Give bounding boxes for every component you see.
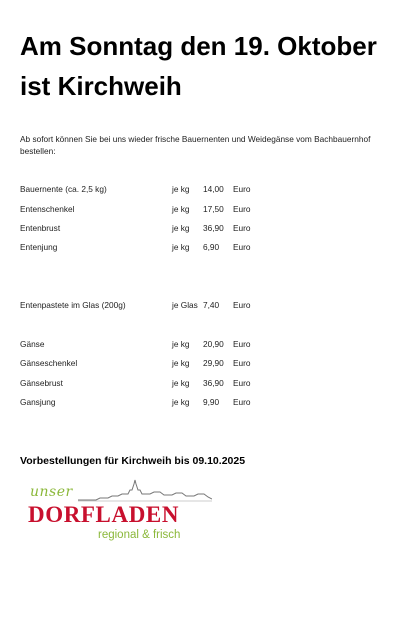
item-currency: Euro <box>233 223 251 233</box>
logo-dorfladen-text: DORFLADEN <box>28 502 180 527</box>
item-unit: je kg <box>172 397 190 407</box>
preorder-note: Vorbestellungen für Kirchweih bis 09.10.2025 <box>20 455 246 467</box>
item-currency: Euro <box>233 397 251 407</box>
title-line-1: Am Sonntag den 19. Oktober <box>20 31 377 61</box>
item-price: 14,00 <box>203 184 224 194</box>
item-unit: je kg <box>172 339 190 349</box>
price-row <box>20 183 280 195</box>
item-price: 20,90 <box>203 339 224 349</box>
price-row <box>20 338 280 350</box>
item-price: 9,90 <box>203 397 220 407</box>
dorfladen-logo <box>26 478 216 550</box>
intro-text: Ab sofort können Sie bei uns wieder frische Bauernenten und Weidegänse vom Bachbauernhof bestellen: <box>20 134 371 156</box>
price-row <box>20 357 280 369</box>
price-row <box>20 396 280 408</box>
item-name: Entenpastete im Glas (200g) <box>20 300 126 310</box>
price-row <box>20 222 280 234</box>
item-price: 17,50 <box>203 204 224 214</box>
item-price: 7,40 <box>203 300 220 310</box>
item-currency: Euro <box>233 204 251 214</box>
item-currency: Euro <box>233 300 251 310</box>
item-name: Bauernente (ca. 2,5 kg) <box>20 184 107 194</box>
item-unit: je kg <box>172 242 190 252</box>
item-unit: je kg <box>172 184 190 194</box>
item-currency: Euro <box>233 184 251 194</box>
price-row <box>20 377 280 389</box>
price-row <box>20 203 280 215</box>
item-price: 36,90 <box>203 223 224 233</box>
title-line-2: ist Kirchweih <box>20 71 182 101</box>
item-currency: Euro <box>233 358 251 368</box>
item-currency: Euro <box>233 242 251 252</box>
item-name: Entenschenkel <box>20 204 75 214</box>
item-unit: je kg <box>172 223 190 233</box>
item-name: Gansjung <box>20 397 56 407</box>
item-unit: je kg <box>172 204 190 214</box>
item-name: Gänse <box>20 339 45 349</box>
page-title <box>20 26 410 106</box>
item-currency: Euro <box>233 339 251 349</box>
price-row <box>20 241 280 253</box>
item-unit: je Glas <box>172 300 198 310</box>
item-name: Gänseschenkel <box>20 358 78 368</box>
logo-unser-text: unser <box>30 484 73 500</box>
item-currency: Euro <box>233 378 251 388</box>
item-price: 36,90 <box>203 378 224 388</box>
price-row <box>20 299 280 311</box>
item-name: Entenjung <box>20 242 58 252</box>
item-price: 29,90 <box>203 358 224 368</box>
item-unit: je kg <box>172 358 190 368</box>
item-name: Entenbrust <box>20 223 61 233</box>
village-skyline-icon <box>78 478 212 504</box>
item-unit: je kg <box>172 378 190 388</box>
item-name: Gänsebrust <box>20 378 63 388</box>
item-price: 6,90 <box>203 242 220 252</box>
logo-tagline: regional & frisch <box>98 529 181 541</box>
